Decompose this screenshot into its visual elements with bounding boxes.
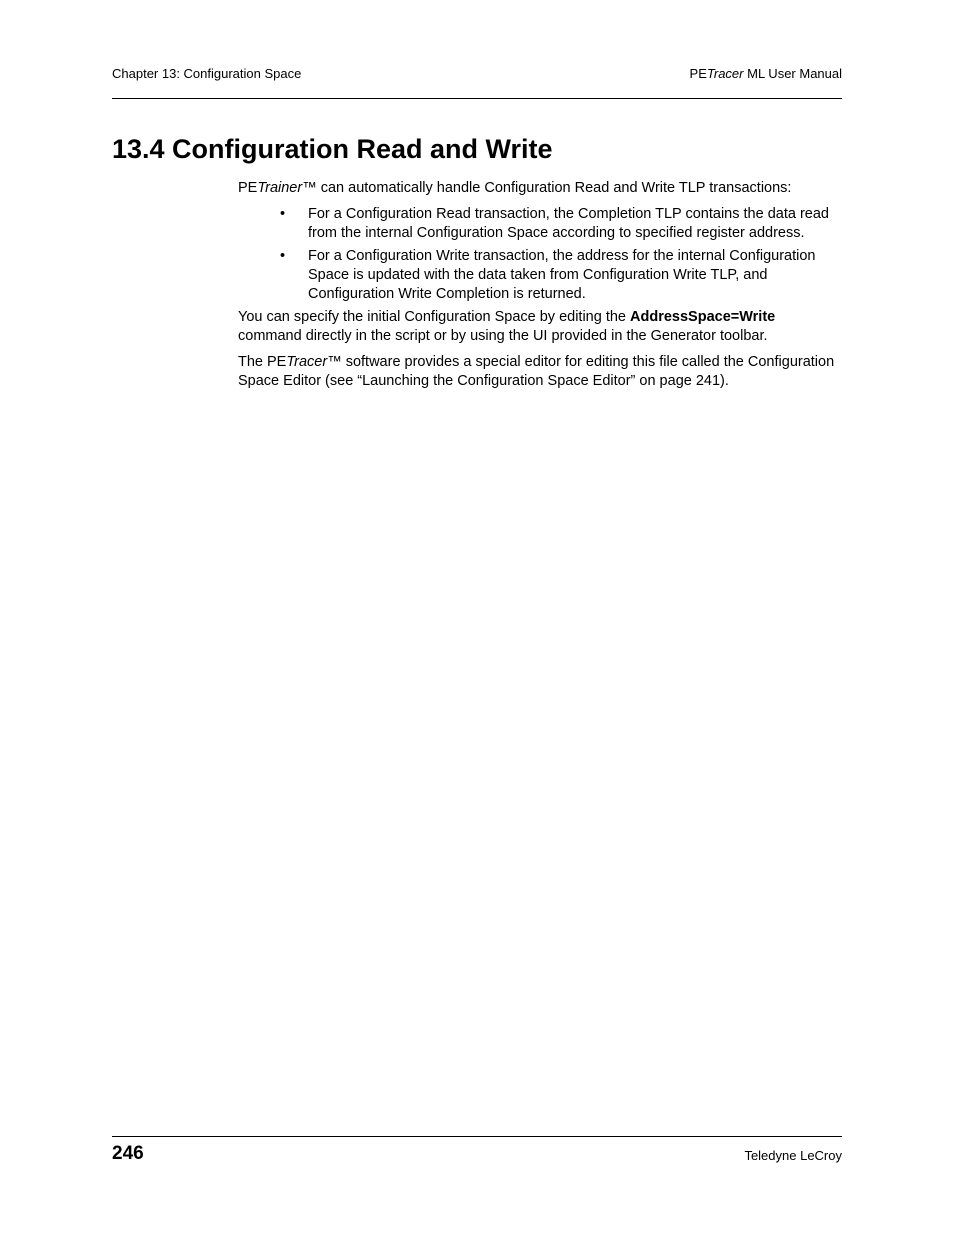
bullet-item xyxy=(238,247,842,304)
para2-text-end: command directly in the script or by using the UI provided in the Generator toolbar. xyxy=(238,328,768,344)
intro-text: ™ can automatically handle Configuration Read and Write TLP transactions: xyxy=(302,180,792,196)
bullet-text: For a Configuration Write transaction, the address for the internal Configuration Space is updated with the data taken from Configuration Write TLP, and Configuration Write Completion is returned. xyxy=(308,248,816,302)
intro-paragraph xyxy=(238,179,842,198)
bullet-list xyxy=(238,205,842,304)
para3-product-italic: Tracer xyxy=(286,354,328,370)
para2-text-start: You can specify the initial Configuration Space by editing the xyxy=(238,309,631,325)
config-space-paragraph xyxy=(238,308,842,346)
page-number: 246 xyxy=(112,1143,144,1164)
header-rule xyxy=(112,98,842,99)
command-name: AddressSpace=Write xyxy=(630,309,776,325)
bullet-glyph: • xyxy=(280,248,286,264)
intro-product-italic: Trainer xyxy=(257,180,303,196)
para3-prefix: The PE xyxy=(238,354,287,370)
manual-title-italic: Tracer xyxy=(706,66,744,81)
bullet-text: For a Configuration Read transaction, the Completion TLP contains the data read from the internal Configuration Space according to specified register address. xyxy=(308,206,829,241)
manual-title-suffix: ML User Manual xyxy=(743,66,842,81)
para3-text: ™ software provides a special editor for editing this file called the Configuration Space Editor (see “Launching the Configuration Space Editor” on page 241). xyxy=(238,354,835,389)
section-title: 13.4 Configuration Read and Write xyxy=(112,134,553,164)
running-header-chapter: Chapter 13: Configuration Space xyxy=(112,66,302,81)
editor-paragraph xyxy=(238,353,842,391)
bullet-item xyxy=(238,205,842,243)
footer-company: Teledyne LeCroy xyxy=(744,1148,842,1163)
bullet-glyph: • xyxy=(280,206,286,222)
footer-rule xyxy=(112,1136,842,1137)
intro-prefix: PE xyxy=(238,180,258,196)
running-header-manual-title xyxy=(690,66,842,82)
manual-title-prefix: PE xyxy=(689,66,707,81)
section-body xyxy=(238,179,842,398)
